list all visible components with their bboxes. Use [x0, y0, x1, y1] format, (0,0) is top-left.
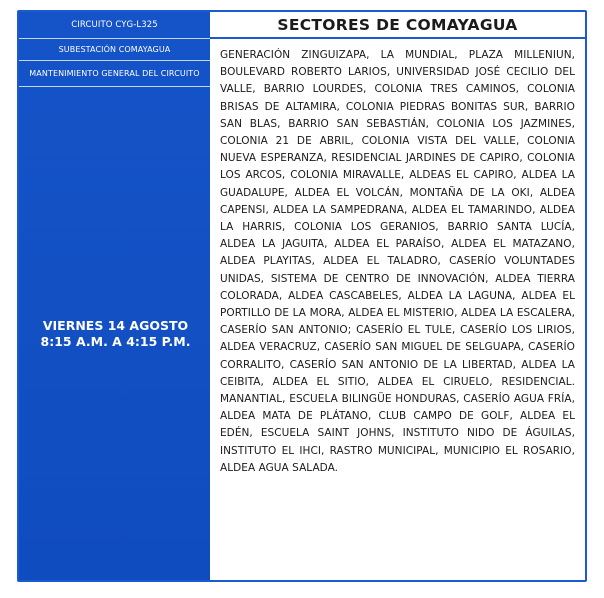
sectors-list: GENERACIÓN ZINGUIZAPA, LA MUNDIAL, PLAZA MILLENIUN, BOULEVARD ROBERTO LARIOS, UNIVERSIDAD JOSÉ CECILIO DEL VALLE, BARRIO LOURDES, COLONIA TRES CAMINOS, COLONIA BRISAS DE ALTAMIRA, COLONIA PIEDRAS BONITAS SUR, BARRIO SAN BLAS, BARRIO SAN SEBASTIÁN, COLONIA LOS JAZMINES, COLONIA 21 DE ABRIL, COLONIA VISTA DEL VALLE, COLONIA NUEVA ESPERANZA, RESIDENCIAL JARDINES DE CAPIRO, COLONIA LOS ARCOS, COLONIA MIRAVALLE, ALDEAS EL CAPIRO, ALDEA LA GUADALUPE, ALDEA EL VOLCÁN, MONTAÑA DE LA OKI, ALDEA CAPENSI, ALDEA LA SAMPEDRANA, ALDEA EL TAMARINDO, ALDEA LA HARRIS, COLONIA LOS GERANIOS, BARRIO SANTA LUCÍA, ALDEA LA JAGUITA, ALDEA EL PARAÍSO, ALDEA EL MATAZANO, ALDEA PLAYITAS, ALDEA EL TALADRO, CASERÍO VOLUNTADES UNIDAS, SISTEMA DE CENTRO DE INNOVACIÓN, ALDEA TIERRA COLORADA, ALDEA CASCABELES, ALDEA LA LAGUNA, ALDEA EL PORTILLO DE LA MORA, ALDEA EL MISTERIO, ALDEA LA ESCALERA, CASERÍO SAN ANTONIO; CASERÍO EL TULE, CASERÍO LOS LIRIOS, ALDEA VERACRUZ, CASERÍO SAN MIGUEL DE SELGUAPA, CASERÍO CORRALITO, CASERÍO SAN ANTONIO DE LA LIBERTAD, ALDEA LA CEIBITA, ALDEA EL SITIO, ALDEA EL CIRUELO, RESIDENCIAL. MANANTIAL, ESCUELA BILINGÜE HONDURAS, CASERÍO AGUA FRÍA, ALDEA MATA DE PLÁTANO, CLUB CAMPO DE GOLF, ALDEA EL EDÉN, ESCUELA SAINT JOHNS, INSTITUTO NIDO DE ÁGUILAS, INSTITUTO EL IHCI, RASTRO MUNICIPAL, MUNICIPIO EL ROSARIO, ALDEA AGUA SALADA. — [220, 49, 575, 474]
outage-notice-card — [17, 10, 587, 582]
schedule-time: 8:15 A.M. A 4:15 P.M. — [40, 333, 191, 349]
schedule-date: VIERNES 14 AGOSTO — [42, 317, 189, 333]
sectors-title: SECTORES DE COMAYAGUA — [210, 12, 585, 39]
substation-name: SUBESTACIÓN COMAYAGUA — [19, 39, 210, 61]
circuit-info-panel — [19, 12, 210, 580]
circuit-code: CIRCUITO CYG-L325 — [19, 12, 210, 39]
sectors-panel — [210, 12, 585, 580]
schedule-block — [19, 87, 210, 580]
maintenance-type: MANTENIMIENTO GENERAL DEL CIRCUITO — [19, 61, 210, 87]
